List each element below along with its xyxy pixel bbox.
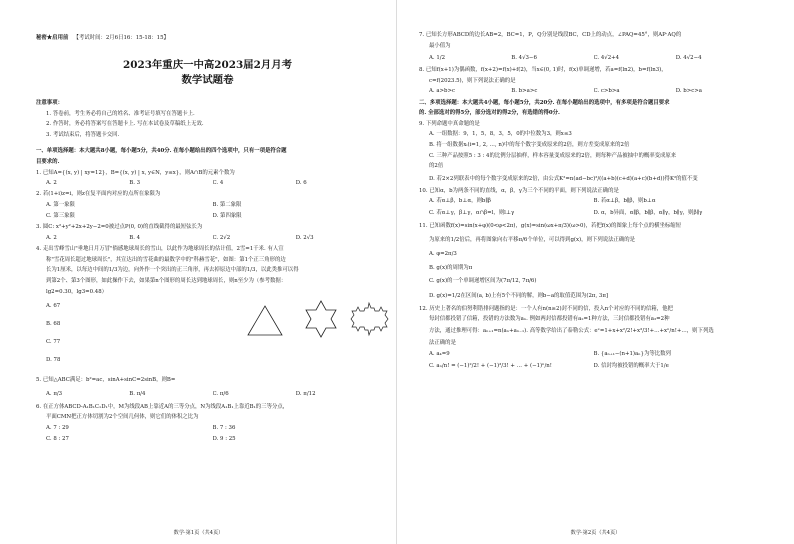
option: C. 第三象限 [46,213,75,220]
option: D. g(x)=1/2在区间(a, b)上有5个不同的解，则b−a的取值范围为(2π, 3π] [429,292,608,299]
note-item: 3. 考试结束后，将答题卡交回. [46,131,120,138]
koch-stage-1 [248,306,282,335]
question-12-line: 法正确的是 [429,339,456,346]
question-1-options [36,178,379,189]
exam-header [36,34,379,43]
question-12-line: 12. 历史上著名的伯努利错排问题指的是：一个人有n(n≥2)封不同的信，投入n个对应的不同的信箱，他把 [419,305,673,312]
option: D. α，b异面，α∥β，b∥β，α∥γ，b∥γ，则β∥γ [593,209,703,216]
page-footer-left: 数学·第1页（共4页） [173,530,224,536]
option: D. π/12 [295,390,316,397]
exam-subtitle: 数学试题卷 [181,74,234,86]
exam-title: 2023年重庆一中高2023届2月月考 [123,59,292,71]
question-10-stem: 10. 已知α，b为两条不同的直线，α，β，γ为三个不同的平面，则下列说法正确的是 [419,187,619,194]
option: B. 4 [129,234,141,241]
question-2-stem: 2. 若(1+i)z=i，则z在复平面内对应的点所在象限为 [36,191,161,198]
koch-snowflake-figure [244,297,394,341]
option: A. 一组数据：9，1，5，8，3，5，0的中位数为3，则x≤3 [429,131,572,138]
option: D. 9 : 25 [212,436,236,443]
note-item: 2. 作答时，务必将答案写在答题卡上. 写在本试卷及草稿纸上无效. [46,121,204,128]
question-8-options [419,86,758,97]
option: A. π/3 [46,390,63,397]
question-4-line: 到第2个、第3个图形，如此操作下去，如果第n个图形的周长达到地球周长，则n至少为（参考数据： [46,277,287,284]
option: A. φ=2π/3 [429,250,457,257]
question-7-options [419,51,758,65]
question-4-line: lg2=0.30，lg3=0.48） [46,288,108,295]
option: B. 7 : 36 [212,424,236,431]
page-footer-right: 数学·第2页（共4页） [570,530,621,536]
option: B. 将一组数据xᵢ(i=1, 2, …, n)中的每个数字变成原来的2倍，则方差变成原来的2倍 [429,141,630,148]
option: C. 4√2+4 [593,55,620,62]
question-2-options [36,211,379,222]
option: B. g(x)的周期为π [429,264,473,271]
option: D. 信封均被投错的概率大于1/e [593,362,669,369]
question-6-options [36,434,379,445]
question-6-options [36,423,379,434]
koch-stage-3 [351,303,388,335]
option: D. 78 [46,357,61,364]
option: D. 2√3 [295,234,314,241]
option: A. 若α⊥β，b⊥α，则b∥β [429,198,491,205]
option: B. 第二象限 [212,201,242,208]
notes-heading: 注意事项： [36,100,63,106]
option: D. 4√2−4 [675,55,702,62]
question-12-line: 方法，通过推理可得：aₙ₊₁=n(aₙ+aₙ₋₁). 高等数学给出了泰勒公式：eˣ=1+x+x²/2!+x³/3!+…+xⁿ/n!+…，则下列选 [429,327,714,334]
question-3-options [36,233,379,244]
question-6-line: 平面CMN把正方体切割为2个空间几何体，则它们的体积之比为 [46,414,199,421]
question-4-block [36,297,379,375]
question-7-line: 7. 已知长方形ABCD的边长AB=2，BC=1，P，Q分别是线段BC，CD上的动点，∠PAQ=45°，则AP·AQ的 [419,32,682,38]
section-2-heading-cont: 的. 全部选对的得5分，部分选对的得2分，有选错的得0分. [419,110,560,117]
question-4-line: 称"雪花周长超过地球周长"，其宣达出的雪花曲的最数学中的"科赫雪花"，如图：第1个正三角形的边 [46,256,286,263]
option: C. 4 [212,180,224,187]
option: D. 若2×2列联表中的每个数字变成原来的2倍，由公式K²=n(ad−bc)²/((a+b)(c+d)(a+c)(b+d))得K²的值不变 [429,175,698,182]
option: D. 6 [295,180,307,187]
option: B. 3 [129,180,141,187]
option: D. b>c>a [675,88,703,95]
question-8-line: c=f(2023.5)，则下列说法正确的是 [429,77,516,84]
question-5-stem: 5. 已知△ABC满足：b²=ac，sinA+sinC=2sinB，则B= [36,377,176,384]
option: C. 三种产品按照5 : 3 : 4的比例分层抽样，样本容量变成原来的2倍，则每种产品被抽中的概率变成原来 [429,152,677,159]
option: B. 4√3−6 [511,55,537,62]
option: C. 77 [46,339,61,346]
option: C. 8 : 27 [46,436,69,443]
option: C. c>b>a [593,88,620,95]
question-10-options [419,196,758,207]
option: D. 第四象限 [212,213,242,220]
option: C. g(x)的一个单调递增区间为(7π/12, 7π/6) [429,277,537,284]
option: A. 67 [46,303,61,310]
question-5-options [36,386,379,402]
question-11-line: 为原来的1/2倍后，再将图象向右平移π/6个单位，可以得到g(x)，则下列说法正确的是 [429,236,636,243]
question-11-line: 11. 已知函数f(x)=sin(x+φ)(0<φ<2π)，g(x)=sin(ωx+π/3)(ω>0)，若把f(x)的图象上每个点的横坐标缩短 [419,222,682,229]
option: C. 2√2 [212,234,231,241]
option: B. π/4 [129,390,146,397]
section-1-heading-cont: 目要求的. [36,158,60,165]
option: B. b>a>c [511,88,538,95]
option: C. aₙ/n! = (−1)²/2! + (−1)³/3! + … + (−1)ⁿ/n! [429,362,552,369]
option: B. 若α⊥β，b∥β，则b⊥α [593,198,656,205]
question-4-line: 4. 走出雪峰雪山"垂地日月万冒"倘感地球周长的雪山，以此作为地球周长的估计值，2雪=1千米. 有人宣 [36,246,284,253]
option: A. 1/2 [429,55,445,62]
question-10-options [419,208,758,219]
option: B. {aₙ₊₁−(n+1)aₙ}为等比数列 [593,350,671,357]
question-9-stem: 9. 下列命题中真命题的是 [419,120,480,127]
section-2-heading: 二、多项选择题：本大题共4小题，每小题5分，共20分. 在每小题给出的选项中，有多项是符合题目要求 [419,99,670,106]
page-right [397,0,794,544]
question-3-stem: 3. 圆C: x²+y²+2x+2y−2=0被过点P(0, 0)的直线截得的最短弦长为 [36,224,203,231]
question-12-line: 每封信都投错了信箱，投错的方法数为aₙ. 例如两封信都投错有a₂=1种方法，三封信都投错有a₃=2种 [429,316,670,323]
option: B. 68 [46,321,61,328]
option: A. 2 [46,180,57,187]
question-8-line: 8. 已知f(x+1)为偶函数，f(x+2)=f(x)+f(2)，当x∈(0, 1)时，f(x)单调递增，若a=f(ln2)，b=f(ln3)， [419,67,667,74]
question-4-line: 长为1厘米，以每边中间的1/3为边，向外作一个突出的正三角形，再去掉原边中部的1/3，以此类推可以得 [46,267,299,274]
option: A. a>b>c [429,88,456,95]
question-7-line: 最小值为 [429,42,451,49]
question-12-options [419,349,758,360]
exam-time: 【考试时间：2月6日16：15-18：15】 [73,35,169,41]
question-12-options [419,360,758,373]
option: C. 若α⊥γ，β⊥γ，α∩β=l，则l⊥γ [429,209,515,216]
question-1-stem: 1. 已知A={(x, y) | xy=12}，B={(x, y) | x, y∈N，y≤x}，则A∩B的元素个数为 [36,169,235,176]
question-2-options [36,200,379,211]
option: A. a₄=9 [429,350,450,357]
secret-label: 秘密★启用前 [36,35,69,41]
option: A. 7 : 29 [46,424,69,431]
koch-stage-2 [306,301,336,337]
note-item: 1. 答卷前，考生务必将自己的姓名、准考证号填写在答题卡上. [46,110,195,117]
option: A. 2 [46,234,57,241]
option: C. π/6 [212,390,229,397]
option: A. 第一象限 [46,201,75,208]
question-6-line: 6. 在正方体ABCD-A₁B₁C₁D₁中，M为线段AB上靠近A的三等分点，N为线段A₁B₁上靠近B₁的三等分点， [36,403,289,410]
section-1-heading: 一、单项选择题：本大题共8小题，每小题5分，共40分. 在每小题给出的四个选项中，只有一项是符合题 [36,148,287,155]
option: 的2倍 [429,163,444,170]
